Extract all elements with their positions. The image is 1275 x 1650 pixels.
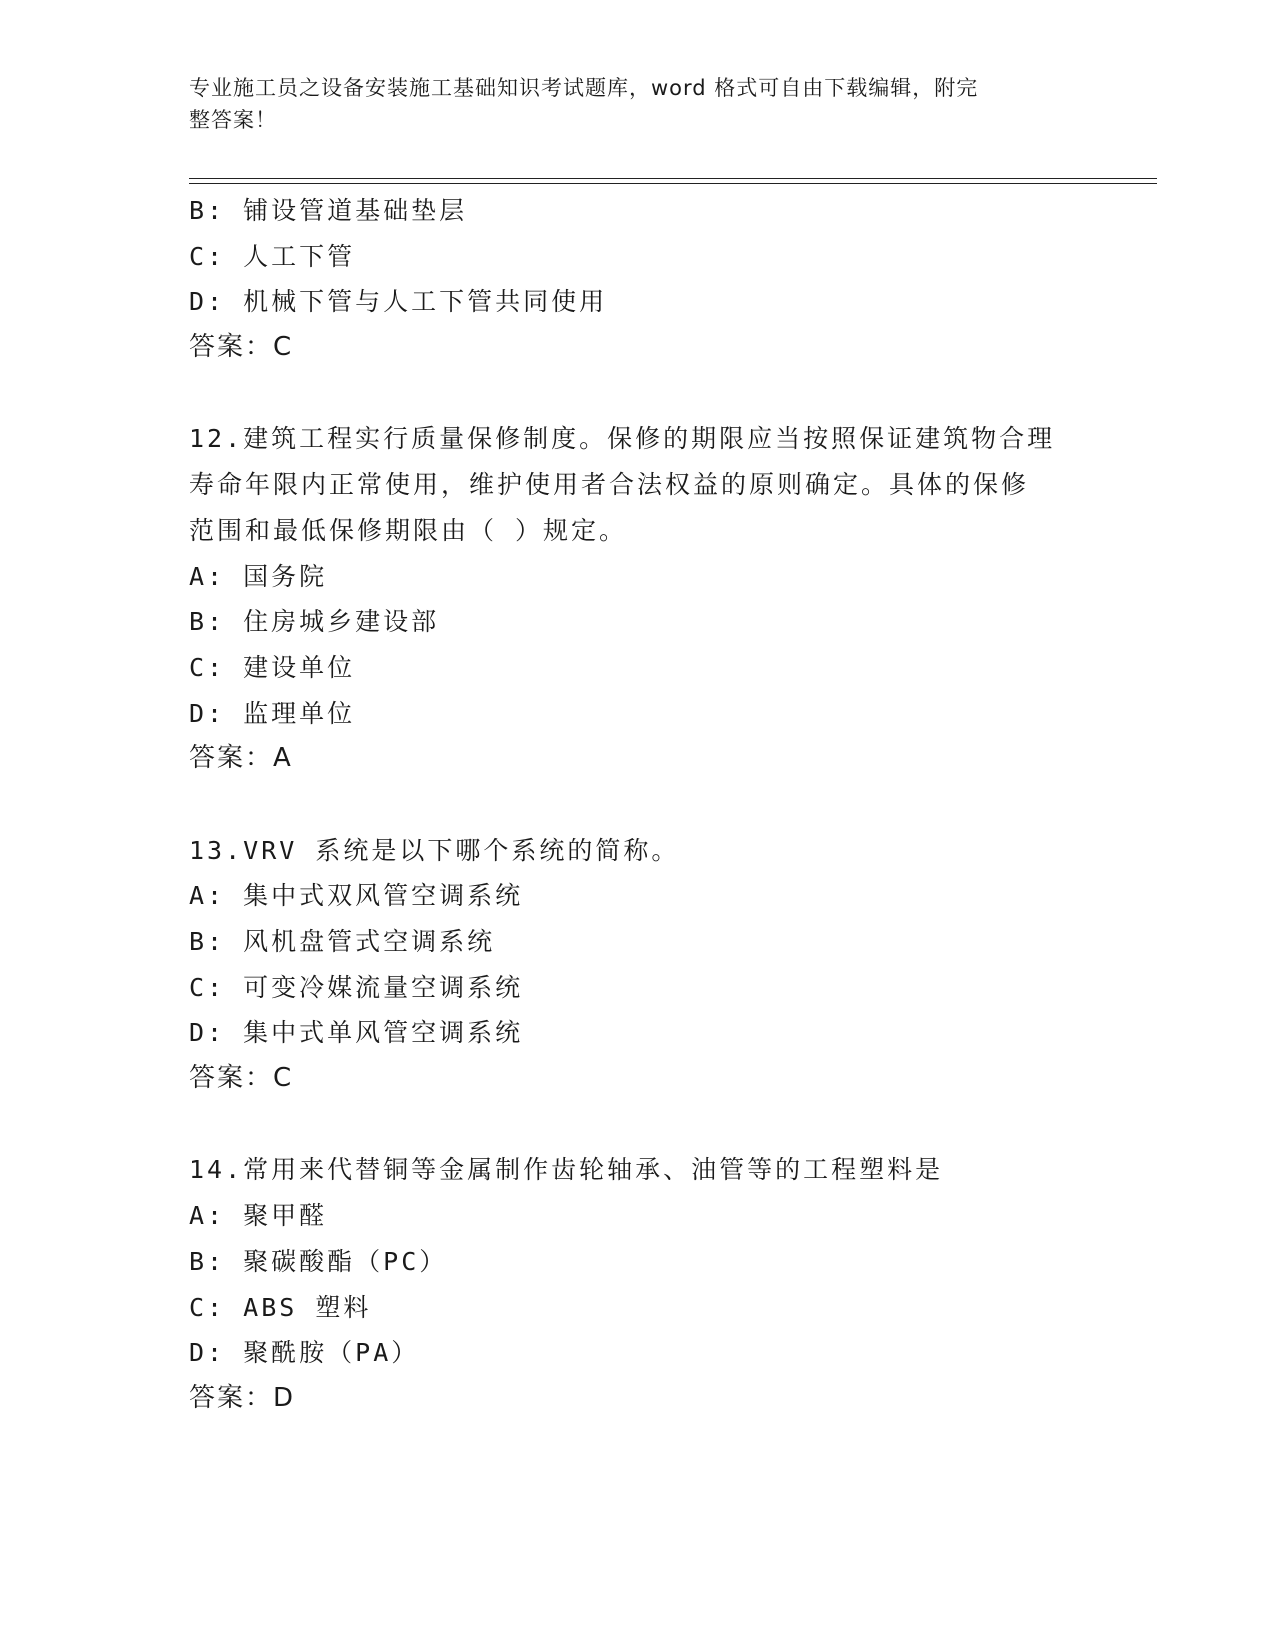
- answer-label: 答案：D: [189, 1382, 296, 1413]
- option-b: B: 铺设管道基础垫层: [189, 196, 468, 225]
- spacer: [189, 782, 1089, 828]
- question-12: [189, 416, 1089, 782]
- option-a: A: 国务院: [189, 561, 328, 591]
- option-d: D: 机械下管与人工下管共同使用: [189, 287, 608, 317]
- header-line-2: 整答案！: [189, 108, 277, 132]
- option-d: D: 集中式单风管空调系统: [189, 1018, 524, 1048]
- question-11-continued: [189, 188, 1089, 371]
- answer-label: 答案：A: [189, 743, 293, 774]
- option-a: A: 聚甲醛: [189, 1201, 328, 1231]
- spacer: [189, 371, 1089, 417]
- question-stem-line-1: 12.建筑工程实行质量保修制度。保修的期限应当按照保证建筑物合理: [189, 424, 1056, 454]
- option-b: B: 风机盘管式空调系统: [189, 927, 496, 956]
- option-d: D: 监理单位: [189, 698, 356, 728]
- header-line-1: 专业施工员之设备安装施工基础知识考试题库，word 格式可自由下载编辑，附完: [189, 76, 979, 100]
- option-c: C: ABS 塑料: [189, 1292, 372, 1322]
- spacer: [189, 1102, 1089, 1148]
- option-b: B: 住房城乡建设部: [189, 607, 440, 637]
- header-divider-top: [189, 178, 1157, 179]
- question-13: [189, 828, 1089, 1102]
- option-c: C: 可变冷媒流量空调系统: [189, 972, 524, 1002]
- option-d: D: 聚酰胺（PA）: [189, 1338, 420, 1368]
- question-stem: 13.VRV 系统是以下哪个系统的简称。: [189, 835, 680, 865]
- document-header: [189, 72, 1069, 136]
- option-b: B: 聚碳酸酯（PC）: [189, 1246, 448, 1276]
- answer-label: 答案：C: [189, 1063, 294, 1094]
- header-divider-bottom: [189, 183, 1157, 184]
- question-stem-line-2: 寿命年限内正常使用，维护使用者合法权益的原则确定。具体的保修: [189, 470, 1030, 500]
- option-c: C: 人工下管: [189, 241, 356, 271]
- answer-label: 答案：C: [189, 332, 294, 363]
- option-a: A: 集中式双风管空调系统: [189, 881, 524, 911]
- question-stem-line-3: 范围和最低保修期限由（ ）规定。: [189, 515, 628, 545]
- question-stem: 14.常用来代替铜等金属制作齿轮轴承、油管等的工程塑料是: [189, 1155, 944, 1185]
- option-c: C: 建设单位: [189, 652, 356, 682]
- question-14: [189, 1147, 1089, 1421]
- question-list: [189, 188, 1089, 1422]
